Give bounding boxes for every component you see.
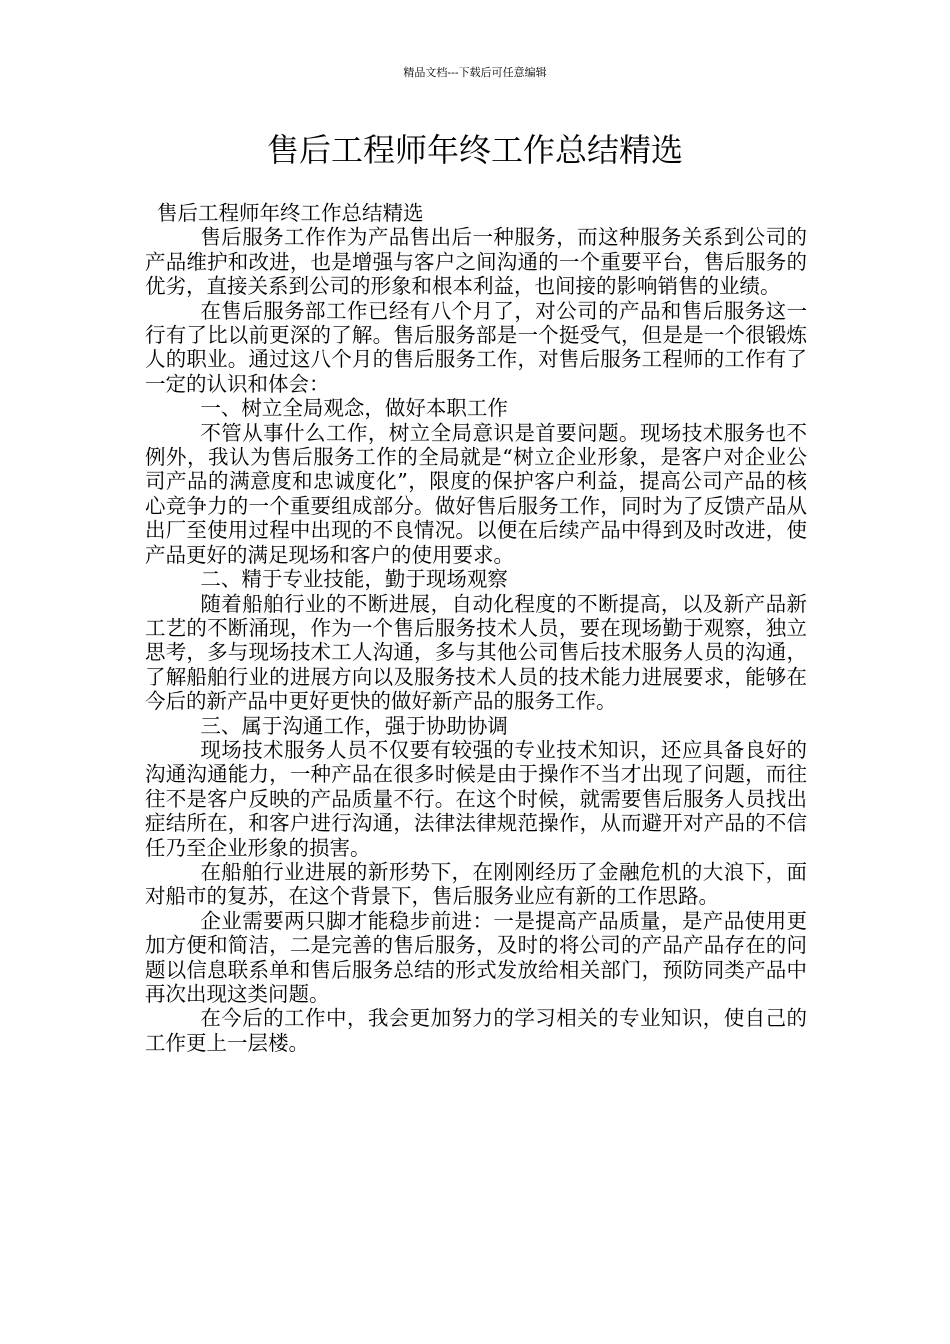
document-title: 售后工程师年终工作总结精选	[266, 131, 683, 169]
paragraph-experience: 在售后服务部工作已经有八个月了，对公司的产品和售后服务这一行有了比以前更深的了解。售后服务部是一个挺受气，但是是一个很锻炼人的职业。通过这八个月的售后服务工作，对售后服务工程师的工作有了一定的认识和体会：	[145, 298, 807, 396]
paragraph-section-2: 随着船舶行业的不断进展，自动化程度的不断提高，以及新产品新工艺的不断涌现，作为一个售后服务技术人员，要在现场勤于观察，独立思考，多与现场技术工人沟通，多与其他公司售后技术服务人员的沟通，了解船舶行业的进展方向以及服务技术人员的技术能力进展要求，能够在今后的新产品中更好更快的做好新产品的服务工作。	[145, 591, 807, 714]
section-heading-2: 二、精于专业技能，勤于现场观察	[200, 567, 508, 592]
paragraph-conclusion: 在今后的工作中，我会更加努力的学习相关的专业知识，使自己的工作更上一层楼。	[145, 1006, 807, 1055]
header-note: 精品文档---下载后可任意编辑	[403, 66, 547, 79]
paragraph-intro: 售后服务工作作为产品售出后一种服务，而这种服务关系到公司的产品维护和改进，也是增强与客户之间沟通的一个重要平台，售后服务的优劣，直接关系到公司的形象和根本利益，也间接的影响销售的业绩。	[145, 225, 807, 299]
paragraph-context: 在船舶行业进展的新形势下，在刚刚经历了金融危机的大浪下，面对船市的复苏，在这个背景下，售后服务业应有新的工作思路。	[145, 859, 807, 909]
document-body	[145, 201, 807, 1055]
paragraph-section-3: 现场技术服务人员不仅要有较强的专业技术知识，还应具备良好的沟通沟通能力，一种产品在很多时候是由于操作不当才出现了问题，而往往不是客户反映的产品质量不行。在这个时候，就需要售后服务人员找出症结所在，和客户进行沟通，法律法律规范操作，从而避开对产品的不信任乃至企业形象的损害。	[145, 737, 807, 860]
paragraph-strategy: 企业需要两只脚才能稳步前进：一是提高产品质量，是产品使用更加方便和简洁，二是完善的售后服务，及时的将公司的产品产品存在的问题以信息联系单和售后服务总结的形式发放给相关部门，预防同类产品中再次出现这类问题。	[145, 908, 807, 1006]
document-subtitle: 售后工程师年终工作总结精选	[157, 201, 424, 225]
paragraph-section-1: 不管从事什么工作，树立全局意识是首要问题。现场技术服务也不例外，我认为售后服务工作的全局就是“树立企业形象，是客户对企业公司产品的满意度和忠诚度化”，限度的保护客户利益，提高公司产品的核心竞争力的一个重要组成部分。做好售后服务工作，同时为了反馈产品从出厂至使用过程中出现的不良情况。以便在后续产品中得到及时改进，使产品更好的满足现场和客户的使用要求。	[145, 420, 807, 567]
section-heading-1: 一、树立全局观念，做好本职工作	[200, 396, 508, 421]
section-heading-3: 三、属于沟通工作，强于协助协调	[200, 713, 508, 738]
